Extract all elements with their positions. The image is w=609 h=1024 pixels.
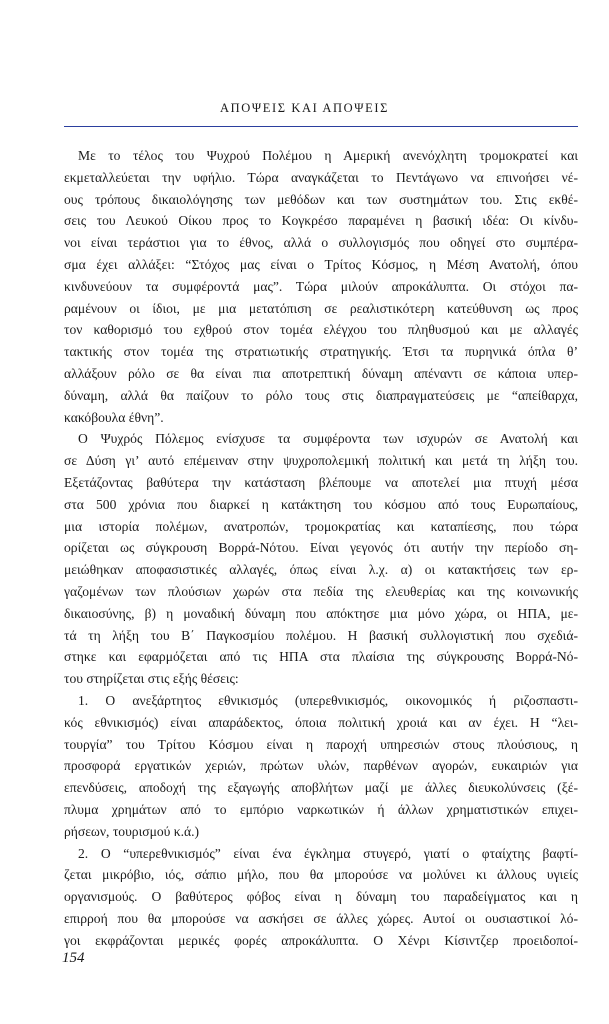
text-line: εκμεταλλεύεται την υφήλιο. Τώρα αναγκάζεται το Πεντάγωνο να επινοήσει νέ- [64, 169, 578, 185]
text-line: μειώθηκαν αποφασιστικές αλλαγές, όπως είναι λ.χ. α) οι κατακτήσεις των ερ- [64, 562, 578, 578]
text-line: μια ιστορία πολέμων, ανατροπών, τρομοκρατίας και καταπίεσης, που τώρα [64, 518, 578, 534]
text-line: τακτικής στον τομέα της στρατιωτικής στρατηγικής. Έτσι τα πυρηνικά όπλα θ’ [64, 344, 578, 360]
text-line: κακόβουλα έθνη”. [64, 409, 164, 425]
text-line: τον καθορισμό του εχθρού στον τομέα ελέγχου του πληθυσμού και με αλλαγές [64, 322, 578, 338]
text-line: γαζομένων των πλούσιων χωρών στα πεδία της ελευθερίας και της κοινωνικής [64, 583, 578, 599]
text-line: πλυμα χρημάτων από το εμπόριο ναρκωτικών ή άλλων χρηματιστικών επιχει- [64, 801, 578, 817]
text-line: ορίζεται ως σύγκρουση Βορρά-Νότου. Είναι γεγονός ότι αυτήν την περίοδο ση- [64, 540, 578, 556]
text-line: Με το τέλος του Ψυχρού Πολέμου η Αμερική ανενόχλητη τρομοκρατεί και [78, 148, 578, 163]
text-line: προσφορά εργατικών χεριών, πρώτων υλών, παρθένων αγορών, ευκαιριών για [64, 758, 578, 774]
text-line: Ο Ψυχρός Πόλεμος ενίσχυσε τα συμφέροντα των ισχυρών σε Ανατολή και [78, 431, 578, 447]
text-line: στηκε και εφαρμόζεται από τις ΗΠΑ στα πλαίσια της σύγκρουσης Βορρά-Νό- [64, 649, 578, 665]
text-line: του στηρίζεται στις εξής θέσεις: [64, 671, 239, 687]
text-line: τά τη λήξη του Β΄ Παγκοσμίου πολέμου. Η βασική συλλογιστική που σχεδιά- [64, 627, 578, 643]
text-line: σεις του Λευκού Οίκου προς το Κογκρέσο παραμένει η βασική ιδέα: Οι κίνδυ- [64, 213, 578, 229]
text-line: νοι είναι τεράστιοι για το έθνος, αλλά ο συλλογισμός που οδηγεί στο συμπέρα- [64, 235, 578, 251]
text-line: τουργία” του Τρίτου Κόσμου είναι η παροχή υπηρεσιών στους πλούσιους, η [64, 736, 578, 752]
text-line: κός εθνικισμός) είναι απαράδεκτος, όποια πολιτική χροιά και αν έχει. Η “λει- [64, 714, 578, 730]
text-line: κινδυνεύουν τα συμφέροντά μας”. Τώρα μιλούν απροκάλυπτα. Οι στόχοι πα- [64, 278, 578, 294]
header-rule [64, 126, 578, 127]
text-line: ραμένουν οι ίδιοι, με μια μετατόπιση σε ρεαλιστικότερη κατεύθυνση ως προς [64, 300, 578, 316]
body-text [64, 145, 578, 951]
text-line: Εξετάζοντας βαθύτερα την κατάσταση βλέπουμε να αποτελεί μια πτυχή μέσα [64, 474, 578, 490]
text-line: ζεται μικρόβιο, ιός, σάπιο μήλο, που θα μπορούσε να μολύνει κι άλλους υγιείς [64, 867, 578, 883]
text-line: γοι εκφράζονται μερικές φορές απροκάλυπτα. Ο Χένρι Κίσιντζερ προειδοποί- [64, 932, 578, 948]
running-header: ΑΠΟΨΕΙΣ ΚΑΙ ΑΠΟΨΕΙΣ [220, 101, 389, 115]
text-line: δύναμη, αλλά θα παίζουν το ρόλο τους στις διαπραγματεύσεις με “απείθαρχα, [64, 387, 578, 403]
text-line: 2. Ο “υπερεθνικισμός” είναι ένα έγκλημα στυγερό, γιατί ο φταίχτης βαφτί- [78, 845, 578, 861]
text-line: σε Δύση γι’ αυτό επέμειναν στην ψυχροπολεμική πολιτική και μετά τη λήξη του. [64, 453, 578, 469]
text-line: δικαιοσύνης, β) η μοναδική δύναμη που απόκτησε μια μόνο χώρα, οι ΗΠΑ, με- [64, 605, 578, 621]
text-line: επιρροή που θα μπορούσε να ασκήσει σε άλλες χώρες. Αυτοί οι ουσιαστικοί λό- [64, 910, 578, 926]
text-line: επενδύσεις, αποδοχή της εξαγωγής αποβλήτων μαζί με άλλες διευκολύνσεις (ξέ- [64, 780, 578, 796]
text-line: ρήσεων, τουρισμού κ.ά.) [64, 823, 200, 839]
text-line: ους τρόπους δικαιολόγησης των μεθόδων και των συστημάτων του. Στις εκθέ- [64, 191, 578, 207]
text-line: σμα έχει αλλάξει: “Στόχος μας είναι ο Τρίτος Κόσμος, η Μέση Ανατολή, όπου [64, 256, 578, 272]
text-line: αλλάξουν ρόλο σε θα είναι πια αποτρεπτική δύναμη απέναντι σε κάποια υπερ- [64, 365, 578, 381]
text-line: οργανισμούς. Ο βαθύτερος φόβος είναι η δύναμη του παραδείγματος και η [64, 889, 578, 905]
page-number: 154 [62, 950, 85, 966]
text-line: στα 500 χρόνια που διαρκεί η κατάκτηση του κόσμου από τους Ευρωπαίους, [64, 496, 578, 512]
text-line: 1. Ο ανεξάρτητος εθνικισμός (υπερεθνικισμός, οικονομικός ή ριζοσπαστι- [78, 692, 578, 708]
